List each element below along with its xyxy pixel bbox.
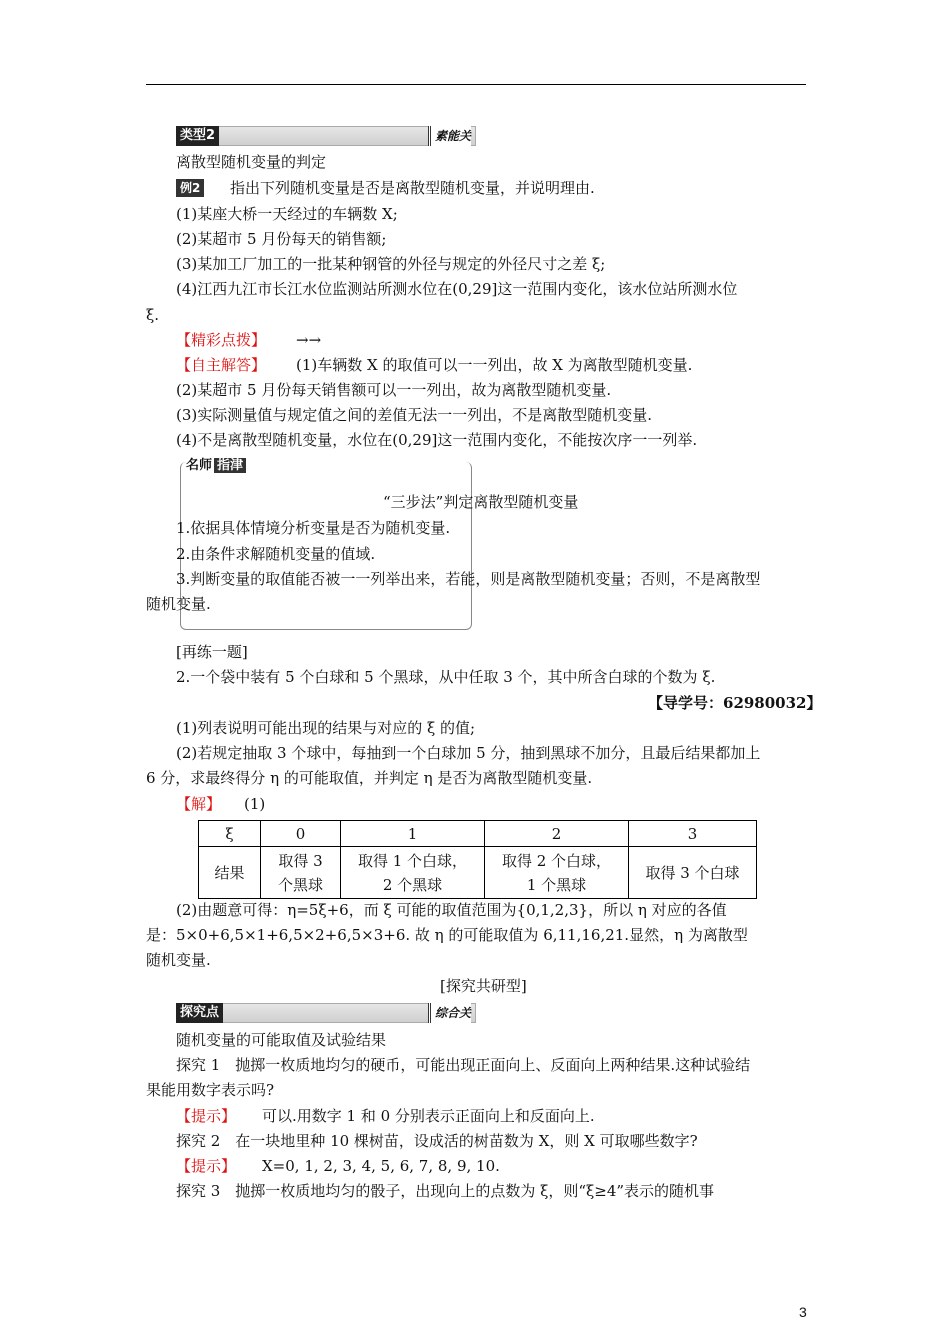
table-cell-line: 2 个黑球: [382, 875, 443, 894]
question-item-3: (3)某加工厂加工的一批某种钢管的外径与规定的外径尺寸之差 ξ;: [176, 255, 606, 273]
tip2-label: 【提示】: [176, 1157, 237, 1175]
explore-tag: 探究点: [176, 1003, 223, 1023]
table-header-cell: 3: [629, 821, 757, 847]
answer-line-4: (4)不是离散型随机变量，水位在(0,29]这一范围内变化，不能按次序一一列举.: [176, 431, 698, 449]
teacher-tip-line-1: 1.依据具体情境分析变量是否为随机变量.: [176, 519, 451, 537]
section-tag: 类型2: [176, 126, 219, 146]
teacher-tip-line-3: 3.判断变量的取值能否被一一列举出来，若能，则是离散型随机变量；否则，不是离散型: [176, 570, 761, 588]
table-header-cell: 1: [341, 821, 485, 847]
table-header-cell: 0: [261, 821, 341, 847]
explore1-line1: 探究 1 抛掷一枚质地均匀的硬币，可能出现正面向上、反面向上两种结果.这种试验结: [176, 1056, 751, 1074]
practice-q2-line1: (2)若规定抽取 3 个球中，每抽到一个白球加 5 分，抽到黑球不加分，且最后结果都加上: [176, 744, 761, 762]
table-cell: [629, 847, 757, 899]
table-cell-line: 取得 2 个白球，: [501, 851, 612, 870]
question-item-1: (1)某座大桥一天经过的车辆数 X;: [176, 205, 398, 223]
solution-label: 【解】: [176, 795, 222, 813]
explore1-line2: 果能用数字表示吗?: [146, 1081, 275, 1099]
explore-level-label: 综合关: [428, 1003, 471, 1023]
table-cell: [341, 847, 485, 899]
teacher-tip-line-4: 随机变量.: [146, 595, 211, 613]
table-cell-line: 取得 3 个白球: [645, 863, 740, 882]
section-heading: 离散型随机变量的判定: [176, 153, 327, 171]
top-rule: [146, 84, 806, 85]
teacher-tag-right: 指津: [214, 458, 246, 473]
part2-line-2: 是：5×0+6,5×1+6,5×2+6,5×3+6. 故 η 的可能取值为 6,11,16,21.显然，η 为离散型: [146, 926, 748, 944]
question-item-4: (4)江西九江市长江水位监测站所测水位在(0,29]这一范围内变化，该水位站所测水位: [176, 280, 738, 298]
table-cell-line: 个黑球: [277, 875, 323, 894]
guide-number: 【导学号：62980032】: [648, 694, 822, 712]
tip1-label: 【提示】: [176, 1107, 237, 1125]
table-header-row: [199, 821, 757, 847]
part2-line-3: 随机变量.: [146, 951, 211, 969]
answer-label: 【自主解答】: [176, 356, 267, 374]
tip2-text: X=0, 1, 2, 3, 4, 5, 6, 7, 8, 9, 10.: [262, 1157, 500, 1175]
hint-label: 【精彩点拨】: [176, 331, 267, 349]
table-row: [199, 847, 757, 899]
practice-q2-line2: 6 分，求最终得分 η 的可能取值，并判定 η 是否为离散型随机变量.: [146, 769, 593, 787]
table-cell: [485, 847, 629, 899]
table-cell: [261, 847, 341, 899]
solution-part1: (1): [244, 795, 266, 813]
table-cell-line: 1 个黑球: [526, 875, 587, 894]
page-number: 3: [799, 1304, 807, 1320]
answer-line-1: (1)车辆数 X 的取值可以一一列出，故 X 为离散型随机变量.: [296, 356, 693, 374]
example-text: 指出下列随机变量是否是离散型随机变量，并说明理由.: [230, 179, 595, 197]
section-level-label: 素能关: [428, 126, 471, 146]
answer-line-2: (2)某超市 5 月份每天销售额可以一一列出，故为离散型随机变量.: [176, 381, 612, 399]
tip1-text: 可以.用数字 1 和 0 分别表示正面向上和反面向上.: [262, 1107, 595, 1125]
practice-heading: [再练一题]: [176, 643, 248, 661]
teacher-tag-left: 名师: [186, 458, 213, 473]
example-tag: 例2: [176, 179, 204, 197]
part2-line-1: (2)由题意可得：η=5ξ+6，而 ξ 可能的取值范围为{0,1,2,3}，所以 η 对应的各值: [176, 901, 727, 919]
question-item-4-cont: ξ.: [146, 306, 160, 324]
question-item-2: (2)某超市 5 月份每天的销售额;: [176, 230, 387, 248]
table-cell-line: 取得 1 个白球，: [357, 851, 468, 870]
hint-text: →→: [296, 331, 322, 349]
table-cell-line: 取得 3: [278, 851, 323, 870]
table-row-label: 结果: [199, 847, 261, 899]
teacher-tip-line-2: 2.由条件求解随机变量的值域.: [176, 545, 376, 563]
table-header-cell: ξ: [199, 821, 261, 847]
table-header-cell: 2: [485, 821, 629, 847]
explore-heading: 随机变量的可能取值及试验结果: [176, 1031, 387, 1049]
answer-line-3: (3)实际测量值与规定值之间的差值无法一一列出，不是离散型随机变量.: [176, 406, 653, 424]
teacher-tip-tag: [186, 456, 246, 476]
explore-section-title: [探究共研型]: [440, 977, 527, 995]
result-table: [198, 820, 757, 899]
explore2-text: 探究 2 在一块地里种 10 棵树苗，设成活的树苗数为 X，则 X 可取哪些数字?: [176, 1132, 698, 1150]
practice-problem: 2.一个袋中装有 5 个白球和 5 个黑球，从中任取 3 个，其中所含白球的个数为 ξ.: [176, 668, 716, 686]
teacher-tip-title: “三步法”判定离散型随机变量: [383, 493, 579, 511]
practice-q1: (1)列表说明可能出现的结果与对应的 ξ 的值;: [176, 719, 476, 737]
explore3-text: 探究 3 抛掷一枚质地均匀的骰子，出现向上的点数为 ξ，则“ξ≥4”表示的随机事: [176, 1182, 715, 1200]
